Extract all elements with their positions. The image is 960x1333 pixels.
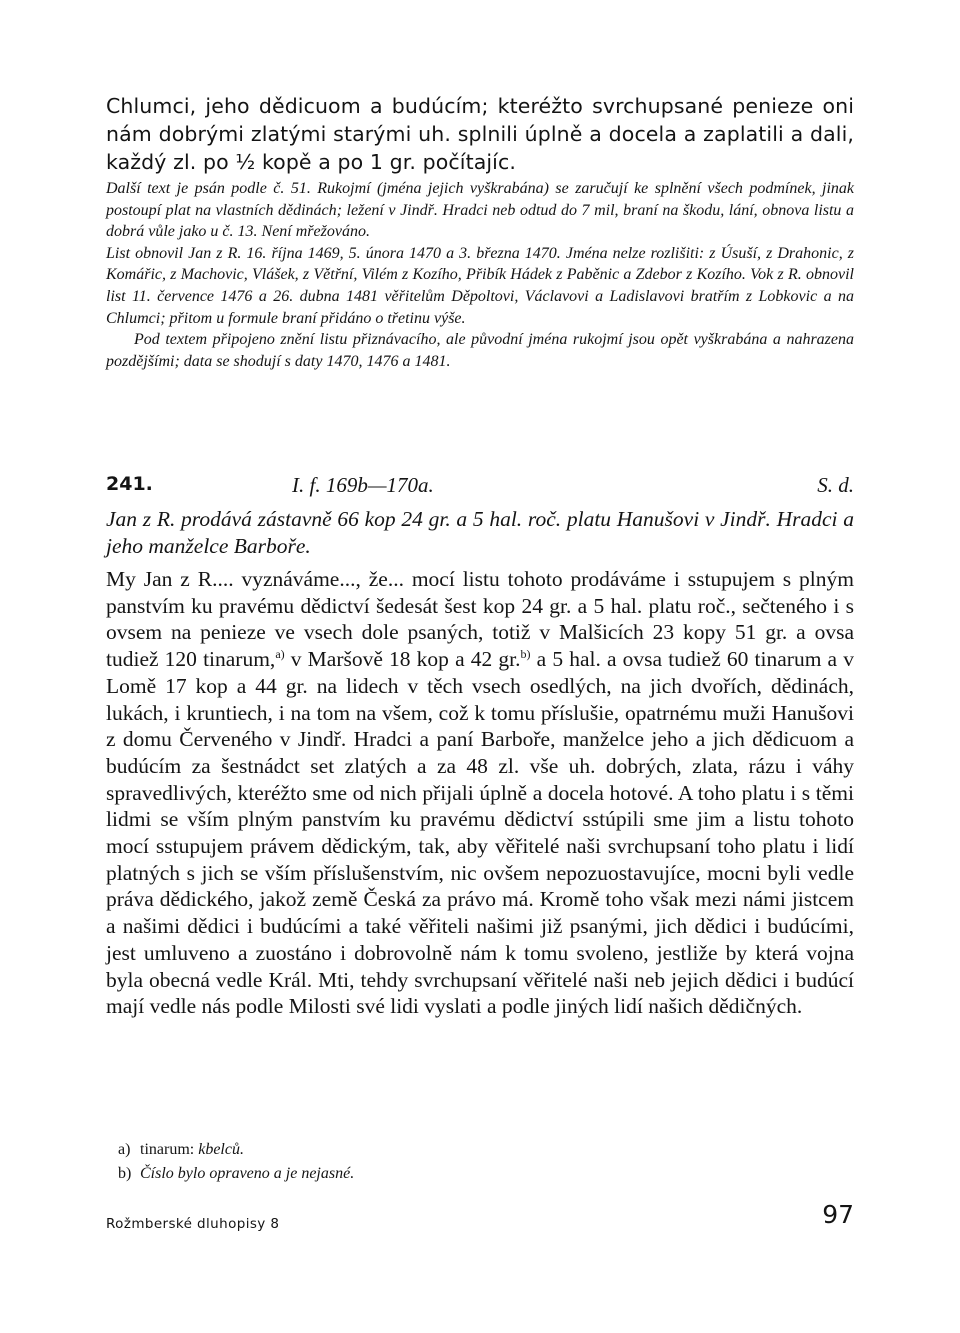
footer-series-title: Rožmberské dluhopisy 8 — [106, 1216, 280, 1232]
page-number: 97 — [822, 1200, 854, 1229]
footnote-label: tinarum: — [140, 1141, 199, 1158]
footnote-text: Číslo bylo opraveno a je nejasné. — [140, 1165, 355, 1182]
footnote-ref-b: b) — [520, 646, 531, 661]
entry-regest: Jan z R. prodává zástavně 66 kop 24 gr. a 5 hal. roč. platu Hanušovi v Jindř. Hradci a jeho manželce Barboře. — [106, 507, 854, 558]
entry-date: S. d. — [817, 473, 854, 497]
footnotes — [118, 1138, 818, 1186]
footnote-text: kbelců. — [198, 1141, 244, 1158]
charter-text-part: v Maršově 18 kop a 42 gr. — [284, 647, 521, 672]
note-paragraph: Pod textem připojeno znění listu přiznávacího, ale původní jména rukojmí jsou opět vyškrabána a nahrazena pozdějšími; data se shodují s daty 1470, 1476 a 1481. — [106, 331, 854, 370]
entry-number: 241. — [106, 473, 153, 495]
footnote-item — [118, 1162, 818, 1186]
entry-header — [106, 473, 854, 503]
note-paragraph: Další text je psán podle č. 51. Rukojmí (jména jejich vyškrabána) se zaručují ke splnění všech podmínek, jinak postoupí plat na vlastních dědinách; ležení v Jindř. Hradci neb odtud do 7 mil, braní na škodu, lání, obnova listu a dobrá vůle jako u č. 13. Není mřežováno. — [106, 180, 854, 241]
footnote-mark: a) — [118, 1141, 131, 1158]
editorial-notes — [106, 178, 854, 372]
entry-folio: I. f. 169b—170a. — [292, 473, 434, 497]
charter-text-part: a 5 hal. a ovsa tudiež 60 tinarum a v Lomě 17 kop a 44 gr. na lidech v těch vsech osedlých, na jich dvořích, dědinách, lukách, i kruntiech, i na tom na všem, což k tomu příslušie, opatrnému muži Hanušovi z domu Červeného v Jindř. Hradci a paní Barboře, manželce jeho a jich dědicuom a budúcím za šestnádct set zlatých a za 48 zl. vše uh. dobrých, zlata, rázu i váhy spravedlivých, kteréžto sme od nich přijali úplně a docela hotové. A toho platu i s těmi lidmi se vším plným panstvím ku pravému dědictví sstúpili sme jim a listu tohoto mocí sstupujem právem dědickým, tak, aby věřitelé naši svrchupsaní toho platu i lidí platných s jich se vším příslušenstvím, nic ovšem nepozuostavujíce, mocni byli vedle práva dědického, jakož země Česká za právo má. Kromě toho však mezi námi jistcem a našimi dědici i budúcími a také věřiteli našimi již psanými, jich dědici i budúcími, jest umluveno a zuostáno i dobrovolně nám k tomu svoleno, jestliže by která vojna byla obecná vedle Král. Mti, tehdy svrchupsaní věřitelé naši neb jejich dědici i budúcí mají vedle nás podle Milosti své lidi vyslati a podle jiných lidí našich dědičných. — [106, 647, 854, 1019]
note-paragraph: List obnovil Jan z R. 16. října 1469, 5. února 1470 a 3. března 1470. Jména nelze rozlišiti: z Úsuší, z Drahonic, z Komářic, z Machovic, Vlášek, z Větřní, Vilém z Kozího, Přibík Hádek z Paběnic a Zdebor z Kozího. Vok z R. obnovil list 11. července 1476 a 26. dubna 1481 věřitelům Děpoltovi, Václavovi a Ladislavovi bratřím z Lobkovic a na Chlumci; přitom u formule braní přidáno o třetinu výše. — [106, 244, 854, 327]
charter-text — [106, 566, 854, 1020]
footnote-item — [118, 1138, 818, 1162]
charter-text-part: My Jan z R.... vyznáváme..., že... mocí listu tohoto prodáváme i sstupujem s plným panstvím ku pravému dědictví šedesát šest kop 24 gr. a 5 hal. platu roč., sečteného i s ovsem na penieze ve vsech dole psaných, totiž v Malšicích 23 kopy 51 gr. a ovsa tudiež 120 tinarum, — [106, 567, 854, 672]
footnote-ref-a: a) — [275, 646, 285, 661]
top-paragraph: Chlumci, jeho dědicuom a budúcím; kteréžto svrchupsané penieze oni nám dobrými zlatými starými uh. splnili úplně a docela a zaplatili a dali, každý zl. po ½ kopě a po 1 gr. počítajíc. — [106, 94, 854, 174]
footnote-mark: b) — [118, 1165, 132, 1182]
